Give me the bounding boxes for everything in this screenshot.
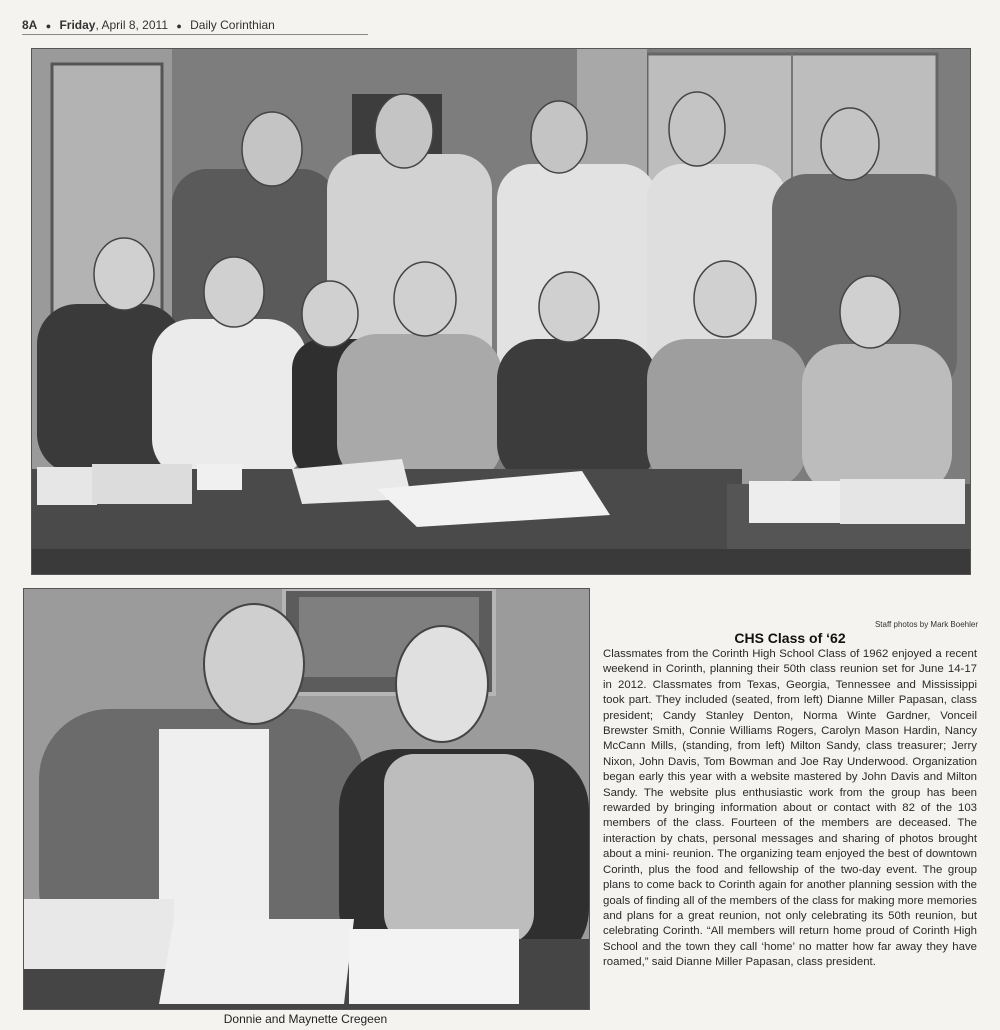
page-number: 8A [22, 18, 38, 32]
newspaper-name: Daily Corinthian [190, 18, 275, 32]
bottom-photo-caption: Donnie and Maynette Cregeen [223, 1012, 388, 1026]
group-photo-image [32, 49, 970, 574]
folio-bullet: ● [176, 21, 182, 31]
page-folio [22, 18, 368, 35]
couple-photo [23, 588, 590, 1010]
folio-comma: , [95, 18, 102, 32]
photo-credit: Staff photos by Mark Boehler [874, 620, 978, 629]
couple-photo-image [24, 589, 589, 1009]
group-photo [31, 48, 971, 575]
folio-day: Friday [59, 18, 96, 32]
article-headline: CHS Class of ‘62 [734, 630, 846, 646]
folio-date: April 8, 2011 [101, 18, 168, 32]
folio-bullet: ● [45, 21, 52, 31]
article-body: Classmates from the Corinth High School Class of 1962 enjoyed a recent weekend in Corinth, planning their 50th class reunion set for June 14-17 in 2012. Classmates from Texas, Georgia, Tennessee and Mississippi took part. They included (seated, from left) Dianne Miller Papasan, class president; Candy Stanley Denton, Norma Winte Gardner, Vonceil Brewster Smith, Connie Williams Rogers, Carolyn Mason Hardin, Nancy McCann Mills, (standing, from left) Milton Sandy, class treasurer; Jerry Nixon, John Davis, Tom Bowman and Joe Ray Underwood. Organization began early this year with a website mastered by John Davis and Milton Sandy. The website plus enthusiastic work from the group has been rewarded by bringing information about or contact with 82 of the 103 members of the class. Fourteen of the members are deceased. The interaction by chats, personal messages and sharing of photos brought about a mini- reunion. The organizing team enjoyed the best of downtown Corinth, plus the food and fellowship of the two-day event. The group plans to come back to Corinth again for another planning session with the goals of finding all of the members of the class for making more memories and plans for a great reunion, not only celebrating its 50th reunion, but celebrating Corinth. “All members will return home proud of Corinth High School and the town they call ‘home’ no matter how far away they have roamed,” said Dianne Miller Papasan, class president. [603, 648, 977, 969]
